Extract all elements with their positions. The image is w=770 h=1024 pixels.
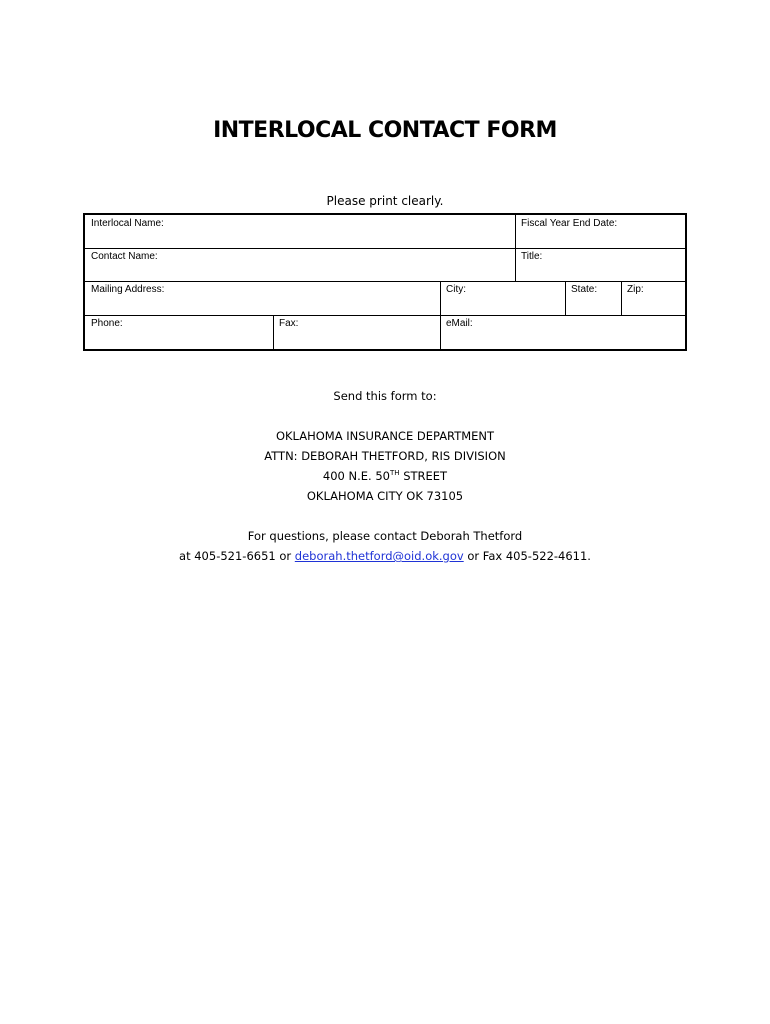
address-line-attention: ATTN: DEBORAH THETFORD, RIS DIVISION xyxy=(264,449,506,463)
email-field[interactable] xyxy=(440,315,685,349)
mailing-instructions xyxy=(0,426,770,506)
phone-label: Phone: xyxy=(91,318,123,329)
interlocal-name-label: Interlocal Name: xyxy=(91,218,164,229)
ordinal-suffix: TH xyxy=(390,469,400,478)
title-field[interactable] xyxy=(515,248,685,281)
title-label: Title: xyxy=(521,251,543,262)
questions-contact xyxy=(0,526,770,566)
city-label: City: xyxy=(446,284,466,295)
city-field[interactable] xyxy=(440,281,565,315)
address-line-department: OKLAHOMA INSURANCE DEPARTMENT xyxy=(275,429,495,443)
mailing-address-field[interactable] xyxy=(85,281,440,315)
zip-field[interactable] xyxy=(621,281,685,315)
phone-field[interactable] xyxy=(85,315,273,349)
state-field[interactable] xyxy=(565,281,621,315)
state-label: State: xyxy=(571,284,598,295)
contact-name-field[interactable] xyxy=(85,248,515,281)
contact-details-line: at 405-521-6651 or deborah.thetford@oid.ok.gov or Fax 405-522-4611. xyxy=(179,549,591,563)
contact-form-grid xyxy=(83,213,687,351)
address-line-city: OKLAHOMA CITY OK 73105 xyxy=(306,489,464,503)
form-title: INTERLOCAL CONTACT FORM xyxy=(213,118,557,143)
fiscal-year-end-date-label: Fiscal Year End Date: xyxy=(521,218,618,229)
interlocal-name-field[interactable] xyxy=(85,215,515,248)
print-instruction: Please print clearly. xyxy=(326,194,444,208)
mailing-address-label: Mailing Address: xyxy=(91,284,165,295)
questions-line: For questions, please contact Deborah Thetford xyxy=(247,529,523,543)
fax-label: Fax: xyxy=(279,318,299,329)
address-line-street: 400 N.E. 50TH STREET xyxy=(322,469,448,483)
contact-name-label: Contact Name: xyxy=(91,251,158,262)
fiscal-year-end-date-field[interactable] xyxy=(515,215,685,248)
email-link[interactable]: deborah.thetford@oid.ok.gov xyxy=(294,549,464,563)
email-label: eMail: xyxy=(446,318,473,329)
fax-field[interactable] xyxy=(273,315,440,349)
zip-label: Zip: xyxy=(627,284,644,295)
send-to-heading: Send this form to: xyxy=(333,389,437,403)
